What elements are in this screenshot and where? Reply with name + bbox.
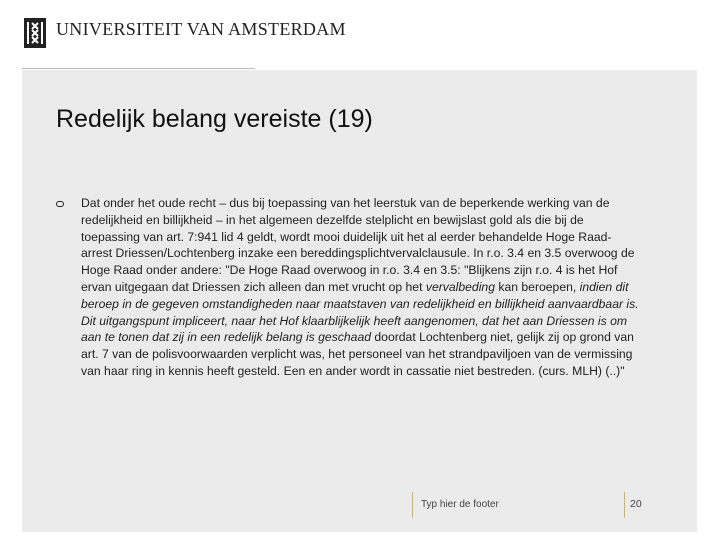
page-number: 20 bbox=[630, 498, 642, 510]
emphasis-text: vervalbeding bbox=[425, 279, 495, 294]
uva-shield-icon bbox=[24, 18, 46, 48]
body-text-segment: kan beroepen, bbox=[494, 279, 580, 294]
emphasis-text: indien dit beroep in de gegeven omstandigheden naar maatstaven van redelijkheid en billijkheid aanvaardbaar is. Dit uitgangspunt impliceert, naar het Hof klaarblijkelijk heeft aangenomen, dat het aan Driessen is om aan te tonen dat zij in een redelijk belang is geschaad bbox=[81, 279, 639, 345]
body-text-segment: doordat Lochtenberg niet, gelijk zij op grond van art. 7 van de polisvoorwaarden verplicht was, het personeel van het strandpaviljoen van de vermissing van haar ring in kennis heeft gesteld. Een en ander wordt in cassatie niet bestreden. (curs. MLH) (..)" bbox=[81, 330, 634, 378]
slide-content bbox=[22, 70, 697, 532]
footer-divider-right bbox=[624, 492, 625, 518]
header bbox=[0, 0, 720, 70]
university-logo-text: UNIVERSITEIT VAN AMSTERDAM bbox=[56, 19, 346, 39]
footer-divider-left bbox=[412, 492, 413, 518]
footer-text: Typ hier de footer bbox=[421, 499, 499, 510]
header-divider bbox=[22, 68, 255, 69]
slide-title: Redelijk belang vereiste (19) bbox=[56, 105, 373, 133]
bullet-icon bbox=[56, 201, 64, 207]
bullet-text bbox=[81, 195, 641, 380]
body-text-segment: Dat onder het oude recht – dus bij toepassing van het leerstuk van de beperkende werking van de redelijkheid en billijkheid – in het algemeen dezelfde stelplicht en bewijslast gold als die bij de toepassing van art. 7:941 lid 4 geldt, wordt mooi duidelijk uit het al eerder behandelde Hoge Raad-arrest Driessen/Lochtenberg inzake een bereddingsplichtvervalclausule. In r.o. 3.4 en 3.5 overwoog de Hoge Raad onder andere: "De Hoge Raad overwoog in r.o. 3.4 en 3.5: "Blijkens zijn r.o. 4 is het Hof ervan uitgegaan dat Driessen zich alleen dan met vrucht op het bbox=[81, 196, 635, 294]
